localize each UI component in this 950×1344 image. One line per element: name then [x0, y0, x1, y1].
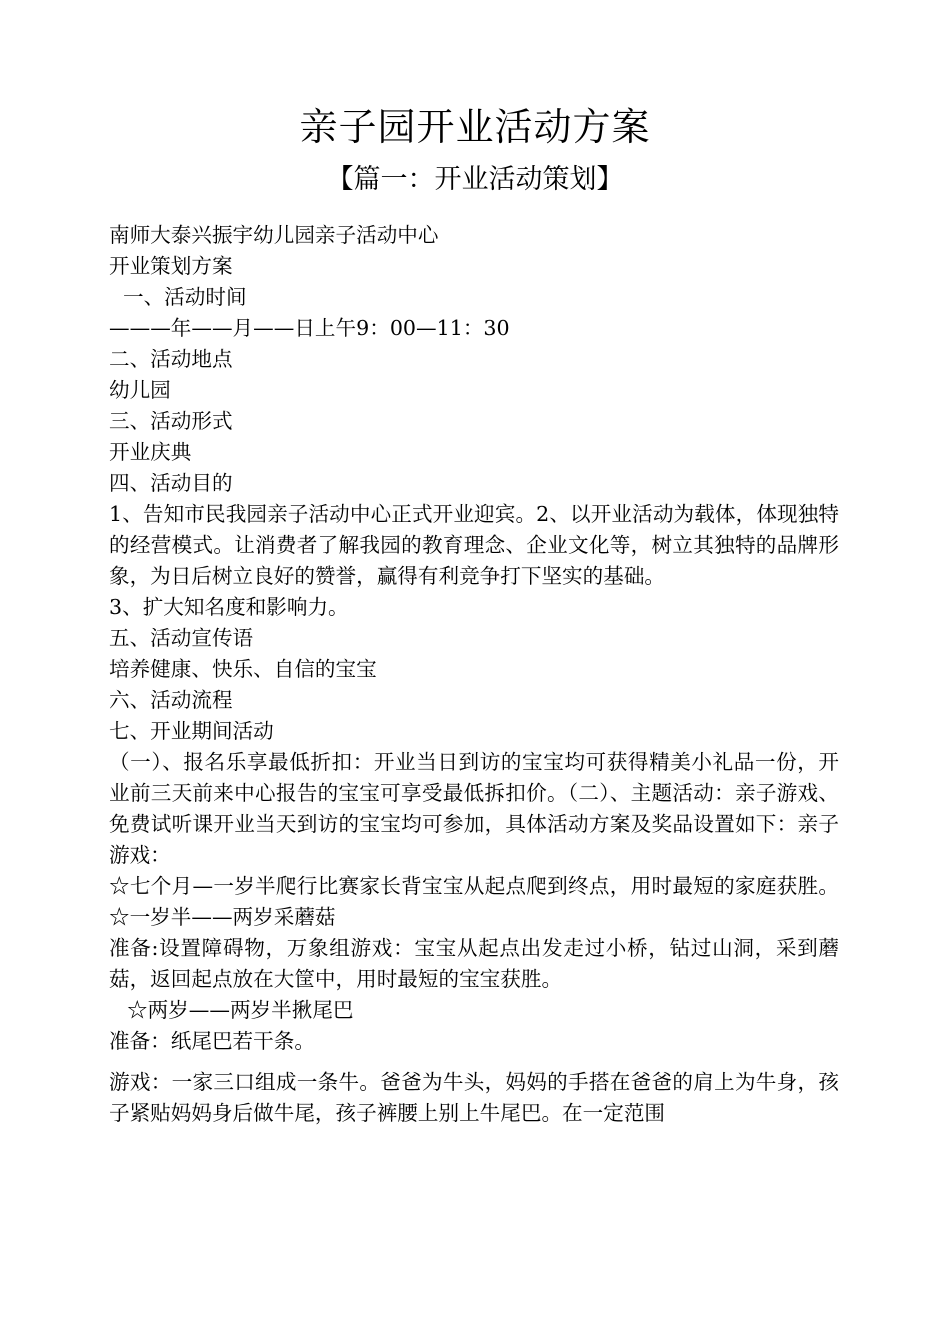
slogan-value-line: 培养健康、快乐、自信的宝宝: [109, 657, 377, 681]
org-name-line: 南师大泰兴振宇幼儿园亲子活动中心: [109, 223, 439, 247]
section-heading-format: 三、活动形式: [109, 409, 233, 433]
section-heading-slogan: 五、活动宣传语: [109, 626, 254, 650]
plan-name-line: 开业策划方案: [109, 254, 233, 278]
section-heading-activities: 七、开业期间活动: [109, 719, 274, 743]
mushroom-game-paragraph: 准备:设置障碍物，万象组游戏：宝宝从起点出发走过小桥，钻过山洞，采到蘑菇，返回起点放在大筐中，用时最短的宝宝获胜。: [109, 936, 839, 991]
section-heading-time: 一、活动时间: [123, 285, 247, 309]
purpose-item-3: 3、扩大知名度和影响力。: [109, 595, 349, 619]
document-body: [109, 220, 839, 1129]
format-value-line: 开业庆典: [109, 440, 192, 464]
time-value-line: ———年——月——日上午9：00—11：30: [109, 316, 510, 340]
activities-paragraph: （一）、报名乐享最低折扣：开业当日到访的宝宝均可获得精美小礼品一份，开业前三天前来中心报告的宝宝可享受最低拆扣价。（二）、主题活动：亲子游戏、免费试听课开业当天到访的宝宝均可参加，具体活动方案及奖品设置如下：亲子游戏：: [109, 750, 839, 867]
section-heading-process: 六、活动流程: [109, 688, 233, 712]
document-title: 亲子园开业活动方案: [299, 105, 651, 149]
tail-game-paragraph: 游戏：一家三口组成一条牛。爸爸为牛头，妈妈的手搭在爸爸的肩上为牛身，孩子紧贴妈妈身后做牛尾，孩子裤腰上别上牛尾巴。在一定范围: [109, 1070, 839, 1125]
section-heading-purpose: 四、活动目的: [109, 471, 233, 495]
purpose-paragraph: 1、告知市民我园亲子活动中心正式开业迎宾。2、以开业活动为载体，体现独特的经营模式。让消费者了解我园的教育理念、企业文化等，树立其独特的品牌形象，为日后树立良好的赞誉，赢得有利竞争打下坚实的基础。: [109, 502, 839, 588]
section-heading-location: 二、活动地点: [109, 347, 233, 371]
location-value-line: 幼儿园: [109, 378, 171, 402]
document-subtitle: 【篇一：开业活动策划】: [326, 164, 624, 195]
crawl-game-paragraph: ☆七个月—一岁半爬行比赛家长背宝宝从起点爬到终点，用时最短的家庭获胜。☆一岁半——两岁采蘑菇: [109, 874, 839, 929]
tail-game-prep: 准备：纸尾巴若干条。: [109, 1029, 315, 1053]
tail-game-heading: ☆两岁——两岁半揪尾巴: [127, 998, 354, 1022]
